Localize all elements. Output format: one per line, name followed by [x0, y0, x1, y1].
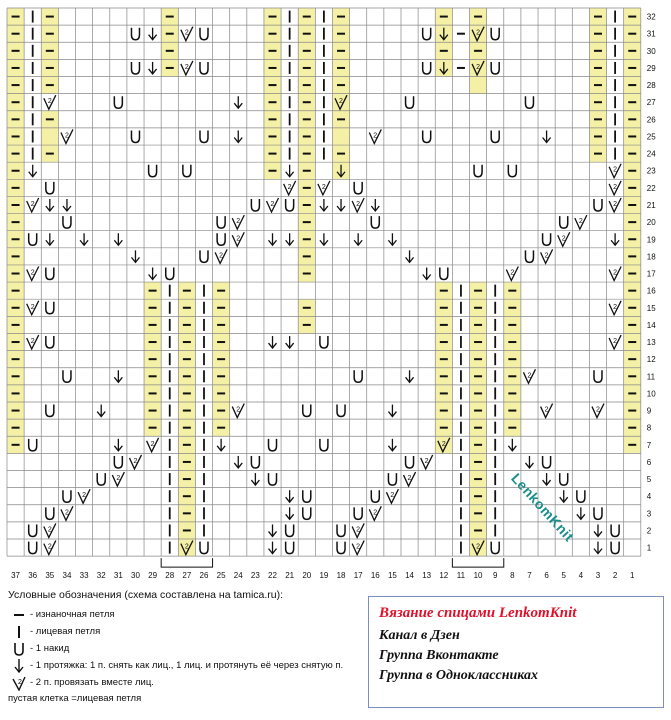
- column-number: 20: [302, 571, 312, 581]
- k2tog-number: 2: [321, 183, 326, 191]
- row-number: 7: [646, 440, 652, 450]
- row-number: 8: [646, 423, 652, 433]
- k2tog-number: 2: [373, 132, 378, 140]
- k2tog-number: 2: [390, 492, 395, 500]
- repeat-bracket: [452, 558, 503, 567]
- column-number: 1: [630, 571, 635, 581]
- yarn-over: [131, 62, 139, 74]
- column-number: 6: [544, 571, 549, 581]
- k2tog-number: 2: [356, 543, 361, 551]
- promo-link-vk[interactable]: Группа Вконтакте: [379, 648, 499, 663]
- k2tog-number: 2: [613, 183, 618, 191]
- row-number: 12: [646, 355, 656, 365]
- yarn-over: [114, 456, 122, 468]
- k2tog-number: 2: [287, 183, 292, 191]
- k2tog-number: 2: [82, 492, 86, 500]
- yarn-over: [560, 473, 568, 485]
- row-number: 32: [646, 12, 656, 22]
- yarn-over: [217, 216, 225, 228]
- legend-item-slip: [8, 658, 363, 675]
- yarn-over: [149, 165, 157, 177]
- yarn-over: [200, 62, 208, 74]
- legend-label: - 1 накид: [30, 643, 70, 655]
- legend-label: - 1 протяжка: 1 п. снять как лиц., 1 лиц. и протянуть её через снятую п.: [30, 660, 344, 672]
- row-number: 19: [646, 235, 656, 245]
- k2tog-number: 2: [30, 338, 35, 346]
- column-number: 18: [336, 571, 346, 581]
- k2tog-number: 2: [613, 269, 618, 277]
- legend-footer: пустая клетка =лицевая петля: [8, 692, 142, 704]
- row-number: 31: [646, 29, 656, 39]
- slip-stitch-decrease-icon: [8, 658, 30, 674]
- column-number: 15: [387, 571, 397, 581]
- k2tog-number: 2: [578, 218, 583, 226]
- yarn-over: [303, 490, 311, 502]
- column-number: 21: [285, 571, 295, 581]
- legend-item-purl: [8, 607, 363, 624]
- legend-item-yarn-over: [8, 641, 363, 658]
- yarn-over: [406, 96, 414, 108]
- highlight-cell: [41, 128, 58, 145]
- column-number: 24: [233, 571, 243, 581]
- yarn-over: [217, 233, 225, 245]
- svg-text:2: 2: [18, 679, 22, 686]
- column-number: 25: [216, 571, 226, 581]
- column-number: 30: [131, 571, 140, 581]
- k2tog-number: 2: [476, 543, 480, 551]
- k2tog-number: 2: [184, 63, 189, 71]
- k2tog-number: 2: [133, 457, 138, 465]
- row-number: 23: [646, 166, 656, 176]
- row-number: 9: [646, 406, 652, 416]
- yarn-over: [303, 507, 311, 519]
- row-number: 16: [646, 286, 656, 296]
- yarn-over: [46, 336, 54, 348]
- k2tog-number: 2: [561, 235, 566, 243]
- yarn-over: [491, 542, 499, 554]
- column-number: 17: [353, 571, 363, 581]
- yarn-over: [46, 268, 54, 280]
- column-number: 14: [405, 571, 415, 581]
- column-number: 36: [28, 571, 38, 581]
- row-number: 4: [646, 492, 652, 502]
- yarn-over: [474, 165, 482, 177]
- row-number: 6: [646, 457, 652, 467]
- row-number: 29: [646, 63, 656, 73]
- knit-two-together-icon: [8, 675, 30, 691]
- yarn-over: [46, 405, 54, 417]
- yarn-over: [423, 130, 431, 142]
- column-number: 8: [510, 571, 515, 581]
- k2tog-number: 2: [219, 252, 224, 260]
- column-number: 34: [62, 571, 72, 581]
- k2tog-number: 2: [527, 372, 532, 380]
- yarn-over: [286, 542, 294, 554]
- yarn-over: [131, 28, 139, 40]
- yarn-over: [46, 302, 54, 314]
- legend: [8, 590, 363, 703]
- yarn-over: [354, 507, 362, 519]
- row-number: 3: [646, 509, 652, 519]
- yarn-over: [251, 199, 259, 211]
- k2tog-number: 2: [544, 252, 549, 260]
- yarn-over: [97, 473, 105, 485]
- yarn-over: [525, 250, 533, 262]
- yarn-over: [491, 130, 499, 142]
- column-number: 2: [612, 571, 618, 581]
- repeat-bracket: [161, 558, 212, 567]
- k2tog-number: 2: [30, 303, 35, 311]
- yarn-over: [423, 62, 431, 74]
- column-number: 19: [319, 571, 329, 581]
- k2tog-number: 2: [595, 406, 600, 414]
- k2tog-number: 2: [613, 166, 618, 174]
- row-number: 15: [646, 303, 656, 313]
- row-number: 2: [646, 526, 652, 536]
- yarn-over: [406, 456, 414, 468]
- yarn-over: [371, 490, 379, 502]
- k2tog-number: 2: [184, 543, 189, 551]
- column-number: 31: [113, 571, 123, 581]
- yarn-over: [525, 96, 533, 108]
- promo-link-dzen[interactable]: Канал в Дзен: [379, 628, 460, 643]
- yarn-over: [337, 524, 345, 536]
- column-number: 23: [250, 571, 260, 581]
- row-number: 28: [646, 81, 656, 91]
- k2tog-number: 2: [613, 338, 618, 346]
- column-number: 16: [370, 571, 380, 581]
- column-number: 10: [473, 571, 483, 581]
- k2tog-number: 2: [64, 132, 69, 140]
- row-number: 26: [646, 115, 656, 125]
- yarn-over: [337, 405, 345, 417]
- k2tog-number: 2: [544, 406, 549, 414]
- k2tog-number: 2: [424, 457, 429, 465]
- column-number: 27: [182, 571, 192, 581]
- column-number: 11: [456, 571, 466, 581]
- column-number: 33: [79, 571, 89, 581]
- row-number: 14: [646, 320, 656, 330]
- yarn-over: [354, 182, 362, 194]
- promo-box: [368, 596, 664, 708]
- row-number: 13: [646, 338, 656, 348]
- row-number: 24: [646, 149, 656, 159]
- k2tog-number: 2: [613, 303, 618, 311]
- k2tog-number: 2: [510, 269, 515, 277]
- column-number: 29: [148, 571, 158, 581]
- yarn-over: [269, 473, 277, 485]
- column-number: 26: [199, 571, 209, 581]
- yarn-over: [371, 216, 379, 228]
- k2tog-number: 2: [116, 475, 121, 483]
- k2tog-number: 2: [476, 63, 480, 71]
- yarn-over: [286, 524, 294, 536]
- column-number: 37: [11, 571, 21, 581]
- row-number: 5: [646, 475, 652, 485]
- yarn-over: [200, 542, 208, 554]
- row-number: 18: [646, 252, 656, 262]
- column-number: 32: [96, 571, 106, 581]
- column-number: 9: [492, 571, 498, 581]
- promo-link-ok[interactable]: Группа в Одноклассниках: [379, 668, 539, 683]
- k2tog-number: 2: [184, 29, 189, 37]
- column-number: 5: [561, 571, 566, 581]
- yarn-over-icon: [8, 641, 30, 657]
- yarn-over: [166, 268, 174, 280]
- row-number: 10: [646, 389, 656, 399]
- yarn-over: [594, 370, 602, 382]
- legend-label: - лицевая петля: [30, 626, 101, 638]
- row-number: 30: [646, 46, 656, 56]
- yarn-over: [543, 456, 551, 468]
- column-number: 13: [422, 571, 432, 581]
- highlight-cell: [470, 77, 487, 94]
- yarn-over: [337, 542, 345, 554]
- k2tog-number: 2: [613, 200, 618, 208]
- yarn-over: [63, 216, 71, 228]
- k2tog-number: 2: [373, 509, 378, 517]
- yarn-over: [491, 62, 499, 74]
- yarn-over: [577, 490, 585, 502]
- yarn-over: [46, 507, 54, 519]
- row-number: 1: [646, 543, 652, 553]
- k2tog-number: 2: [47, 543, 52, 551]
- yarn-over: [354, 370, 362, 382]
- column-number: 7: [527, 571, 532, 581]
- yarn-over: [63, 490, 71, 502]
- yarn-over: [611, 524, 619, 536]
- row-number: 25: [646, 132, 656, 142]
- yarn-over: [491, 28, 499, 40]
- k2tog-number: 2: [236, 235, 241, 243]
- column-number: 35: [45, 571, 55, 581]
- row-number: 21: [646, 200, 656, 210]
- yarn-over: [594, 507, 602, 519]
- yarn-over: [440, 268, 448, 280]
- yarn-over: [200, 250, 208, 262]
- watermark: LenkomKnit: [508, 470, 578, 545]
- k2tog-number: 2: [407, 475, 412, 483]
- k2tog-number: 2: [339, 98, 343, 106]
- row-number: 22: [646, 183, 656, 193]
- yarn-over: [594, 199, 602, 211]
- yarn-over: [251, 456, 259, 468]
- column-number: 4: [578, 571, 584, 581]
- k2tog-number: 2: [64, 509, 69, 517]
- knit-stitch-icon: [8, 625, 30, 639]
- row-number: 20: [646, 218, 656, 228]
- k2tog-number: 2: [30, 200, 35, 208]
- purl-stitch-icon: [8, 609, 30, 621]
- column-number: 12: [439, 571, 449, 581]
- yarn-over: [200, 130, 208, 142]
- highlight-cell: [332, 128, 349, 145]
- yarn-over: [114, 96, 122, 108]
- yarn-over: [320, 439, 328, 451]
- yarn-over: [269, 439, 277, 451]
- column-number: 28: [165, 571, 175, 581]
- yarn-over: [303, 405, 311, 417]
- legend-title: Условные обозначения (схема составлена на tamica.ru):: [8, 589, 284, 601]
- legend-item-knit: [8, 624, 363, 641]
- row-number: 11: [646, 372, 656, 382]
- k2tog-number: 2: [30, 269, 35, 277]
- yarn-over: [320, 336, 328, 348]
- yarn-over: [63, 370, 71, 382]
- legend-label: - 2 п. провязать вместе лиц.: [30, 677, 154, 689]
- column-number: 22: [268, 571, 277, 581]
- yarn-over: [543, 233, 551, 245]
- yarn-over: [131, 130, 139, 142]
- yarn-over: [29, 542, 37, 554]
- k2tog-number: 2: [356, 200, 361, 208]
- k2tog-number: 2: [441, 440, 446, 448]
- yarn-over: [183, 165, 191, 177]
- row-number: 17: [646, 269, 656, 279]
- row-number: 27: [646, 98, 656, 108]
- yarn-over: [200, 28, 208, 40]
- yarn-over: [560, 216, 568, 228]
- yarn-over: [388, 473, 396, 485]
- k2tog-number: 2: [476, 29, 480, 37]
- yarn-over: [29, 233, 37, 245]
- legend-item-k2tog: [8, 675, 363, 692]
- yarn-over: [508, 165, 516, 177]
- yarn-over: [46, 182, 54, 194]
- legend-label: - изнаночная петля: [30, 609, 115, 621]
- yarn-over: [423, 28, 431, 40]
- k2tog-number: 2: [150, 440, 155, 448]
- yarn-over: [29, 439, 37, 451]
- column-number: 3: [595, 571, 601, 581]
- k2tog-number: 2: [356, 526, 361, 534]
- k2tog-number: 2: [236, 218, 241, 226]
- yarn-over: [29, 524, 37, 536]
- k2tog-number: 2: [270, 200, 275, 208]
- k2tog-number: 2: [47, 526, 52, 534]
- promo-title[interactable]: Вязание спицами LenkomKnit: [379, 605, 577, 621]
- yarn-over: [611, 542, 619, 554]
- k2tog-number: 2: [236, 406, 241, 414]
- yarn-over: [286, 199, 294, 211]
- k2tog-number: 2: [47, 98, 52, 106]
